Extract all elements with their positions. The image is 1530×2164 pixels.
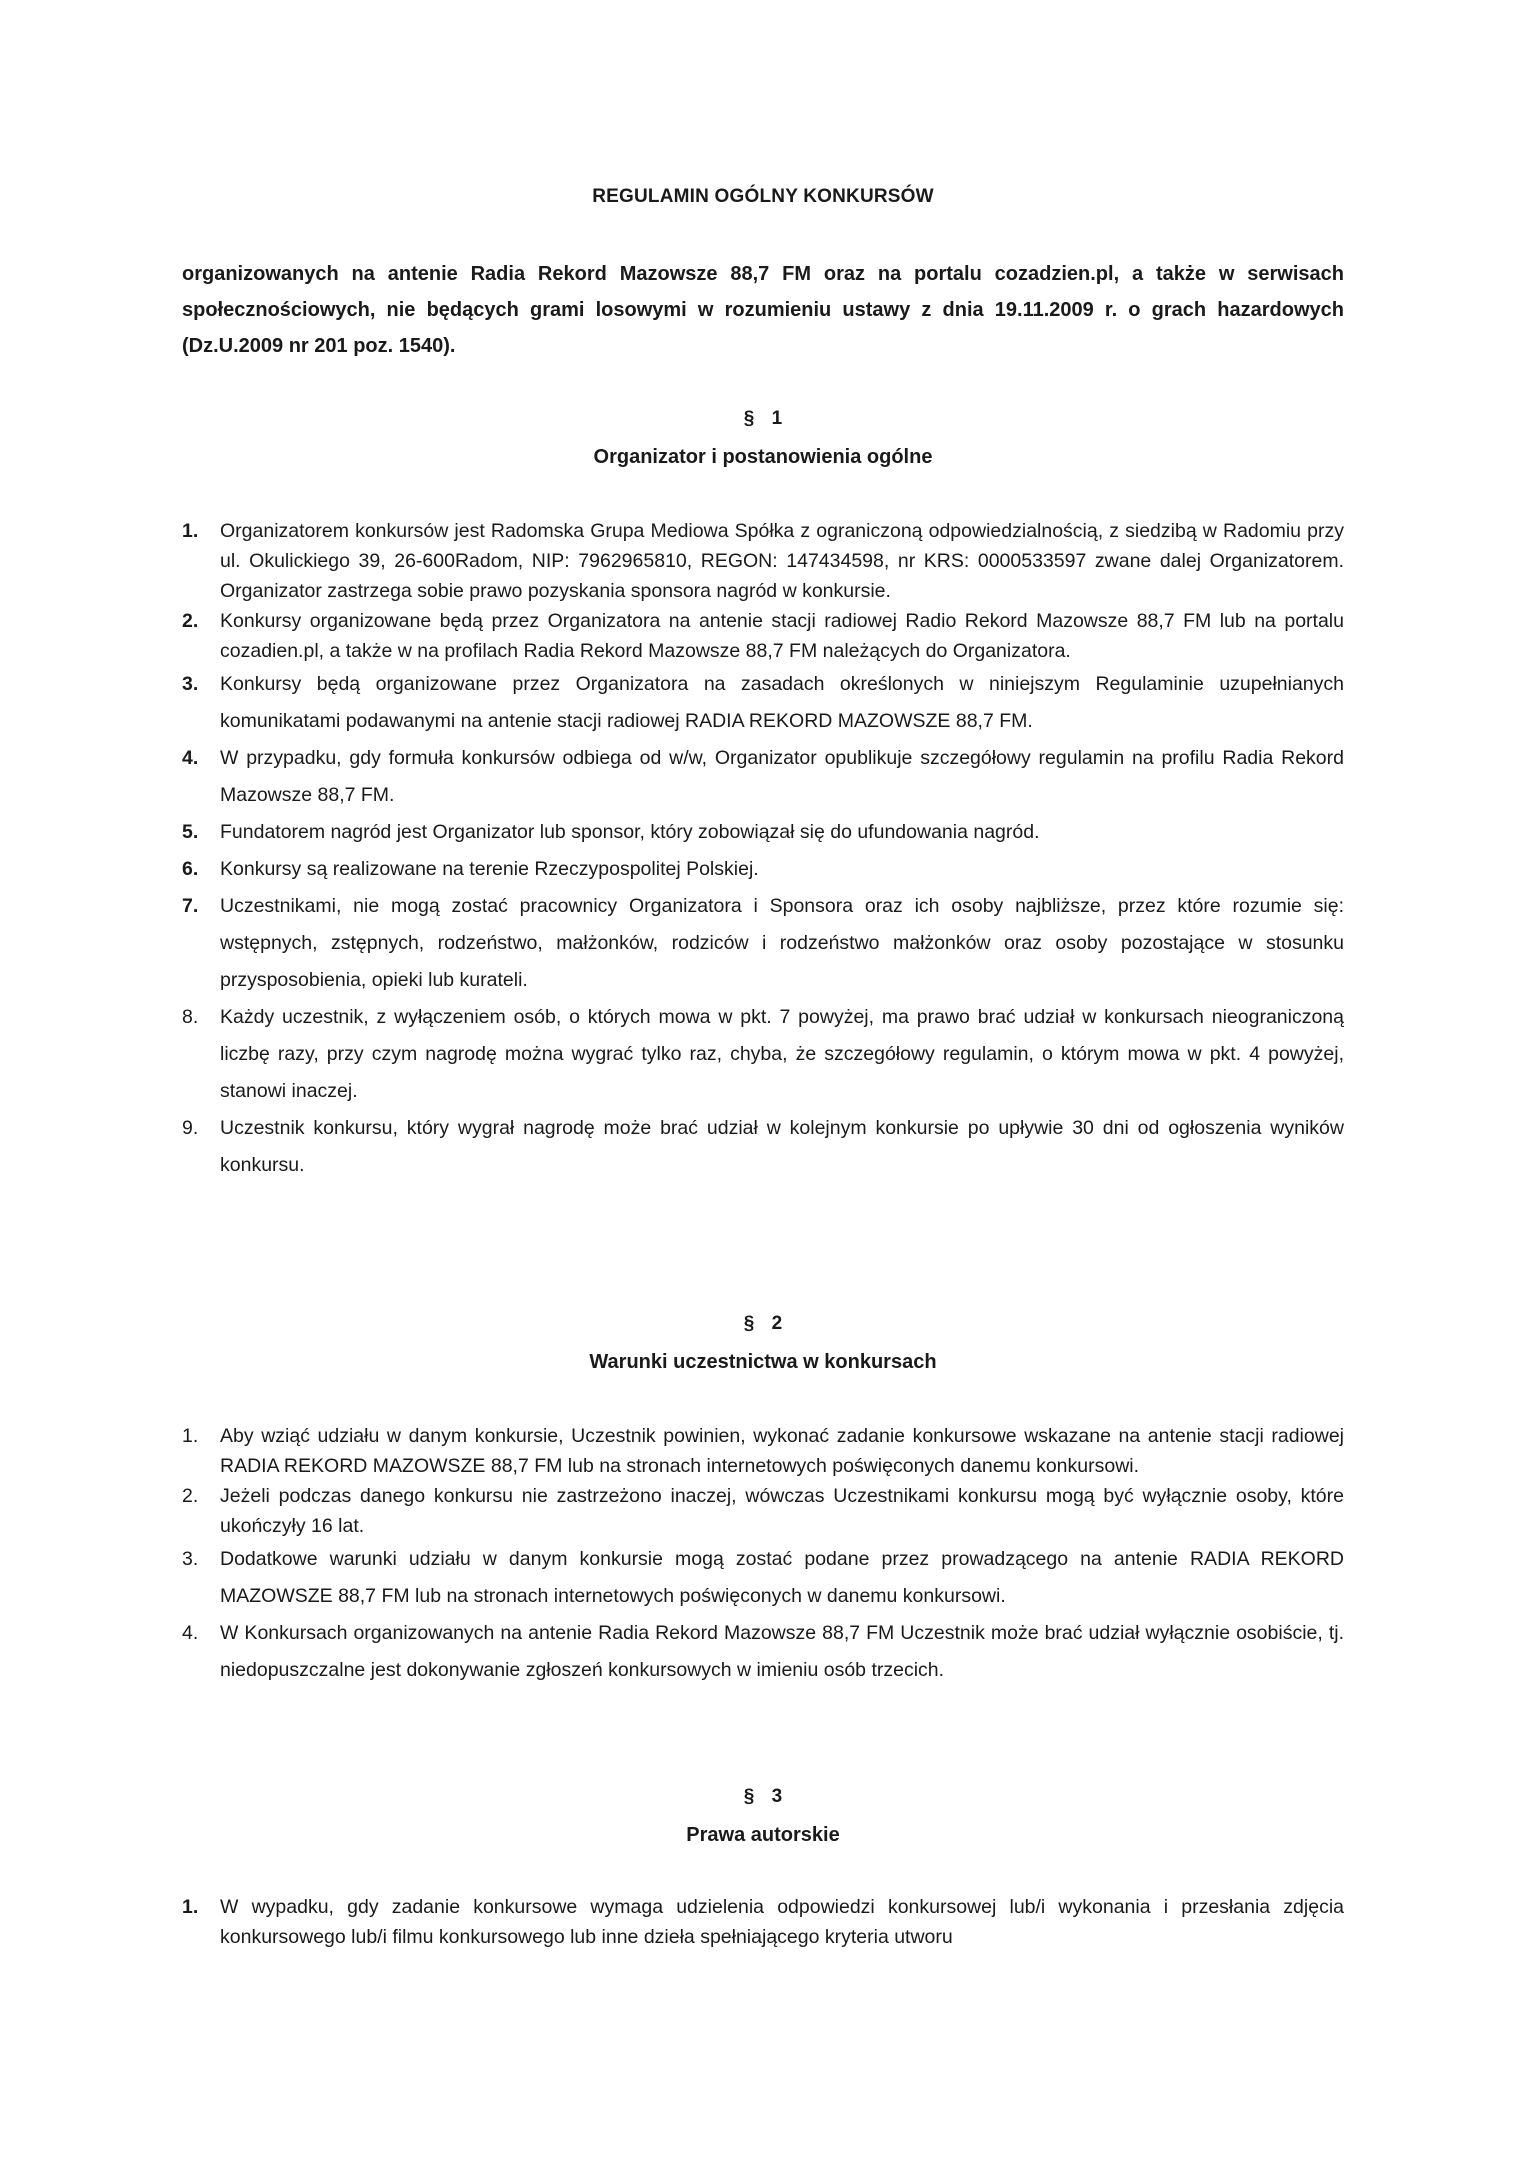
list-item [182, 851, 1344, 888]
item-text: Aby wziąć udziału w danym konkursie, Uczestnik powinien, wykonać zadanie konkursowe wskazane na antenie stacji radiowej RADIA REKORD MAZOWSZE 88,7 FM lub na stronach internetowych poświęconych danemu konkursowi. [220, 1425, 1344, 1477]
list-item [182, 1615, 1344, 1689]
section-title: Warunki uczestnictwa w konkursach [589, 1351, 937, 1373]
list-item [182, 814, 1344, 851]
section-2 [182, 1305, 1344, 1689]
list-item [182, 888, 1344, 999]
item-number: 1. [182, 1896, 199, 1918]
item-number: 4. [182, 1622, 199, 1644]
item-number: 6. [182, 858, 199, 880]
item-number: 8. [182, 1006, 199, 1028]
section-number: § 2 [743, 1313, 783, 1334]
list-item [182, 606, 1344, 666]
list-item [182, 516, 1344, 606]
item-text: Dodatkowe warunki udziału w danym konkursie mogą zostać podane przez prowadzącego na antenie RADIA REKORD MAZOWSZE 88,7 FM lub na stronach internetowych poświęconych w danemu konkursowi. [220, 1548, 1344, 1607]
list-item [182, 740, 1344, 814]
list-item [182, 1481, 1344, 1541]
item-number: 3. [182, 673, 199, 695]
item-number: 9. [182, 1117, 199, 1139]
item-text: W wypadku, gdy zadanie konkursowe wymaga udzielenia odpowiedzi konkursowej lub/i wykonania i przesłania zdjęcia konkursowego lub/i filmu konkursowego lub inne dzieła spełniającego kryteria utworu [220, 1896, 1344, 1948]
item-number: 7. [182, 895, 199, 917]
document-title: REGULAMIN OGÓLNY KONKURSÓW [592, 186, 934, 207]
item-text: Uczestnik konkursu, który wygrał nagrodę może brać udział w kolejnym konkursie po upływie 30 dni od ogłoszenia wyników konkursu. [220, 1117, 1344, 1176]
document-page [182, 0, 1344, 2164]
list-item [182, 999, 1344, 1110]
section-number: § 3 [743, 1786, 783, 1807]
item-text: W przypadku, gdy formuła konkursów odbiega od w/w, Organizator opublikuje szczegółowy regulamin na profilu Radia Rekord Mazowsze 88,7 FM. [220, 747, 1344, 806]
section-number: § 1 [743, 408, 783, 429]
section-title: Prawa autorskie [686, 1824, 840, 1846]
section-title: Organizator i postanowienia ogólne [593, 446, 933, 468]
item-text: Jeżeli podczas danego konkursu nie zastrzeżono inaczej, wówczas Uczestnikami konkursu mogą być wyłącznie osoby, które ukończyły 16 lat. [220, 1485, 1344, 1537]
item-text: W Konkursach organizowanych na antenie Radia Rekord Mazowsze 88,7 FM Uczestnik może brać udział wyłącznie osobiście, tj. niedopuszczalne jest dokonywanie zgłoszeń konkursowych w imieniu osób trzecich. [220, 1622, 1344, 1681]
item-number: 3. [182, 1548, 199, 1570]
list-item [182, 666, 1344, 740]
item-text: Konkursy są realizowane na terenie Rzeczypospolitej Polskiej. [220, 858, 759, 880]
section-3-list [182, 1892, 1344, 1952]
item-text: Konkursy będą organizowane przez Organizatora na zasadach określonych w niniejszym Regulaminie uzupełnianych komunikatami podawanymi na antenie stacji radiowej RADIA REKORD MAZOWSZE 88,7 FM. [220, 673, 1344, 732]
list-item [182, 1892, 1344, 1952]
document-intro: organizowanych na antenie Radia Rekord Mazowsze 88,7 FM oraz na portalu cozadzien.pl, a także w serwisach społecznościowych, nie będących grami losowymi w rozumieniu ustawy z dnia 19.11.2009 r. o grach hazardowych (Dz.U.2009 nr 201 poz. 1540). [182, 263, 1344, 357]
item-number: 1. [182, 520, 199, 542]
list-item [182, 1110, 1344, 1184]
item-text: Organizatorem konkursów jest Radomska Grupa Mediowa Spółka z ograniczoną odpowiedzialnością, z siedzibą w Radomiu przy ul. Okulickiego 39, 26-600Radom, NIP: 7962965810, REGON: 147434598, nr KRS: 0000533597 zwane dalej Organizatorem. Organizator zastrzega sobie prawo pozyskania sponsora nagród w konkursie. [220, 520, 1344, 602]
section-3 [182, 1778, 1344, 1952]
item-number: 2. [182, 1485, 199, 1507]
item-number: 5. [182, 821, 199, 843]
item-number: 2. [182, 610, 199, 632]
item-text: Fundatorem nagród jest Organizator lub sponsor, który zobowiązał się do ufundowania nagród. [220, 821, 1040, 843]
item-text: Uczestnikami, nie mogą zostać pracownicy Organizatora i Sponsora oraz ich osoby najbliższe, przez które rozumie się: wstępnych, zstępnych, rodzeństwo, małżonków, rodziców i rodzeństwo małżonków oraz osoby pozostające w stosunku przysposobienia, opieki lub kurateli. [220, 895, 1344, 991]
section-1-list [182, 516, 1344, 1184]
list-item [182, 1421, 1344, 1481]
list-item [182, 1541, 1344, 1615]
item-number: 1. [182, 1425, 199, 1447]
item-text: Każdy uczestnik, z wyłączeniem osób, o których mowa w pkt. 7 powyżej, ma prawo brać udział w konkursach nieograniczoną liczbę razy, przy czym nagrodę można wygrać tylko raz, chyba, że szczegółowy regulamin, o którym mowa w pkt. 4 powyżej, stanowi inaczej. [220, 1006, 1344, 1102]
item-number: 4. [182, 747, 199, 769]
item-text: Konkursy organizowane będą przez Organizatora na antenie stacji radiowej Radio Rekord Mazowsze 88,7 FM lub na portalu cozadien.pl, a także w na profilach Radia Rekord Mazowsze 88,7 FM należących do Organizatora. [220, 610, 1344, 662]
section-2-list [182, 1421, 1344, 1689]
section-1 [182, 400, 1344, 1184]
